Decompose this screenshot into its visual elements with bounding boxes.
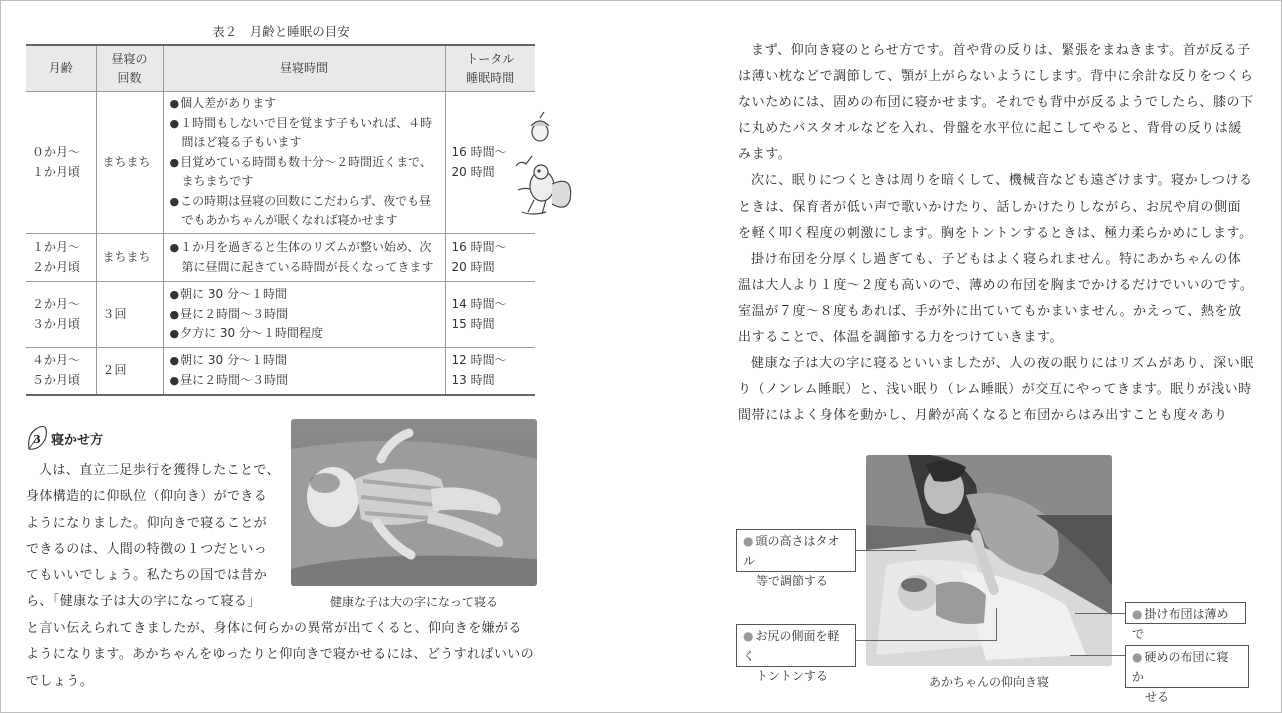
callout-leader [1070, 655, 1125, 656]
note-item: ● 朝に 30 分〜１時間 [170, 351, 439, 371]
table-row [26, 282, 535, 348]
cell-age: ０か月〜 １か月頃 [26, 92, 96, 234]
cell-total: 12 時間〜 13 時間 [445, 348, 535, 395]
cell-count: ３回 [96, 282, 163, 348]
photo-caption: あかちゃんの仰向き寝 [928, 675, 1049, 689]
callout-leader [856, 640, 996, 641]
callout-tap-side: ● お尻の側面を軽く トントンする [736, 624, 856, 667]
header-age: 月齢 [26, 45, 96, 92]
section-title: 寝かせ方 [51, 432, 104, 448]
supine-sleep-photo [866, 455, 1112, 666]
cell-count: ２回 [96, 348, 163, 395]
squirrel-illustration [508, 108, 578, 223]
paragraph: まず、仰向き寝のとらせ方です。首や背の反りは、緊張をまねきます。首が反る子は薄い枕などで調節して、顎が上がらないようにします。背中に余計な反りをつくらないためには、固めの布団に寝かせます。それでも背中が反るようでしたら、膝の下に丸めたバスタオルなどを入れ、骨盤を水平位に起こしてやると、背骨の反りは緩みます。 [738, 43, 1254, 163]
cell-count: まちまち [96, 234, 163, 282]
callout-thin-blanket: ● 掛け布団は薄めで [1125, 602, 1246, 624]
left-paragraph-narrow: 人は、直立二足歩行を獲得したことで、 身体構造的に仰臥位（仰向き）ができる ようになりました。仰向きで寝ることが できるのは、人間の特徴の１つだといっ てもいいでしょう。私たちの国では昔か ら、「健康な子は大の字になって寝る」 [26, 463, 280, 610]
header-nap-count: 昼寝の 回数 [96, 45, 163, 92]
note-item: ● 朝に 30 分〜１時間 [170, 285, 439, 305]
paragraph: 次に、眠りにつくときは周りを暗くして、機械音なども遠ざけます。寝かしつけるときは、保育者が低い声で歌いかけたり、話しかけたりしながら、お尻や肩の側面を軽く叩く程度の刺激にします。胸をトントンするときは、極力柔らかめにします。 [738, 173, 1253, 241]
leaf-number-icon [26, 425, 48, 451]
table-row [26, 234, 535, 282]
photo-caption: 健康な子は大の字になって寝る [329, 595, 498, 609]
note-item: ● 目覚めている時間も数十分〜２時間近くまで、まちまちです [170, 153, 439, 192]
table-caption: 表２ 月齢と睡眠の目安 [212, 24, 350, 39]
table-row [26, 348, 535, 395]
callout-head-height: ● 頭の高さはタオル 等で調節する [736, 529, 856, 572]
sleep-guide-table [26, 44, 535, 396]
paragraph: 健康な子は大の字に寝るといいましたが、人の夜の眠りにはリズムがあり、深い眠り（ノンレム睡眠）と、浅い眠り（レム睡眠）が交互にやってきます。眠りが浅い時間帯にはよく身体を動かし、月齢が高くなると布団からはみ出すことも度々あり [738, 356, 1254, 424]
cell-total: 16 時間〜 20 時間 [445, 234, 535, 282]
cell-notes [163, 348, 445, 395]
callout-firm-futon: ● 硬めの布団に寝か せる [1125, 645, 1249, 688]
note-item: ● この時期は昼寝の回数にこだわらず、夜でも昼でもあかちゃんが眠くなれば寝かせます [170, 192, 439, 231]
paragraph: 掛け布団を分厚くし過ぎても、子どもはよく寝られません。特にあかちゃんの体温は大人より１度〜２度も高いので、薄めの布団を胸までかけるだけでいいのです。室温が７度〜８度もあれば、手が外に出ていてもかまいません。かえって、熱を放出することで、体温を調節する力をつけていきます。 [738, 251, 1254, 346]
cell-notes [163, 92, 445, 234]
cell-age: １か月〜 ２か月頃 [26, 234, 96, 282]
table-row [26, 92, 535, 234]
note-item: ● １時間もしないで目を覚ます子もいれば、４時間ほど寝る子もいます [170, 114, 439, 153]
cell-count: まちまち [96, 92, 163, 234]
header-total-sleep: トータル 睡眠時間 [445, 45, 535, 92]
note-item: ● 個人差があります [170, 94, 439, 114]
note-item: ● １か月を過ぎると生体のリズムが整い始め、次第に昼間に起きている時間が長くなってきます [170, 238, 439, 277]
right-body-text [738, 38, 1254, 429]
section-number: 3 [33, 433, 41, 446]
note-item: ● 昼に２時間〜３時間 [170, 371, 439, 391]
note-item: ● 夕方に 30 分〜１時間程度 [170, 324, 439, 344]
cell-age: ４か月〜 ５か月頃 [26, 348, 96, 395]
cell-notes [163, 282, 445, 348]
cell-age: ２か月〜 ３か月頃 [26, 282, 96, 348]
cell-total: 14 時間〜 15 時間 [445, 282, 535, 348]
cell-notes [163, 234, 445, 282]
table-header-row [26, 45, 535, 92]
callout-leader [1075, 613, 1125, 614]
note-item: ● 昼に２時間〜３時間 [170, 305, 439, 325]
cell-total: 16 時間〜 20 時間 [445, 92, 535, 234]
callout-leader [996, 608, 997, 641]
callout-leader [856, 550, 916, 551]
baby-sleeping-photo [291, 419, 537, 586]
header-nap-time: 昼寝時間 [163, 45, 445, 92]
section-heading [26, 424, 103, 452]
left-paragraph-wide: と言い伝えられてきましたが、身体に何らかの異常が出てくると、仰向きを嫌がる ようになります。あかちゃんをゆったりと仰向きで寝かせるには、どうすればいいの でしょう。 [26, 621, 535, 689]
